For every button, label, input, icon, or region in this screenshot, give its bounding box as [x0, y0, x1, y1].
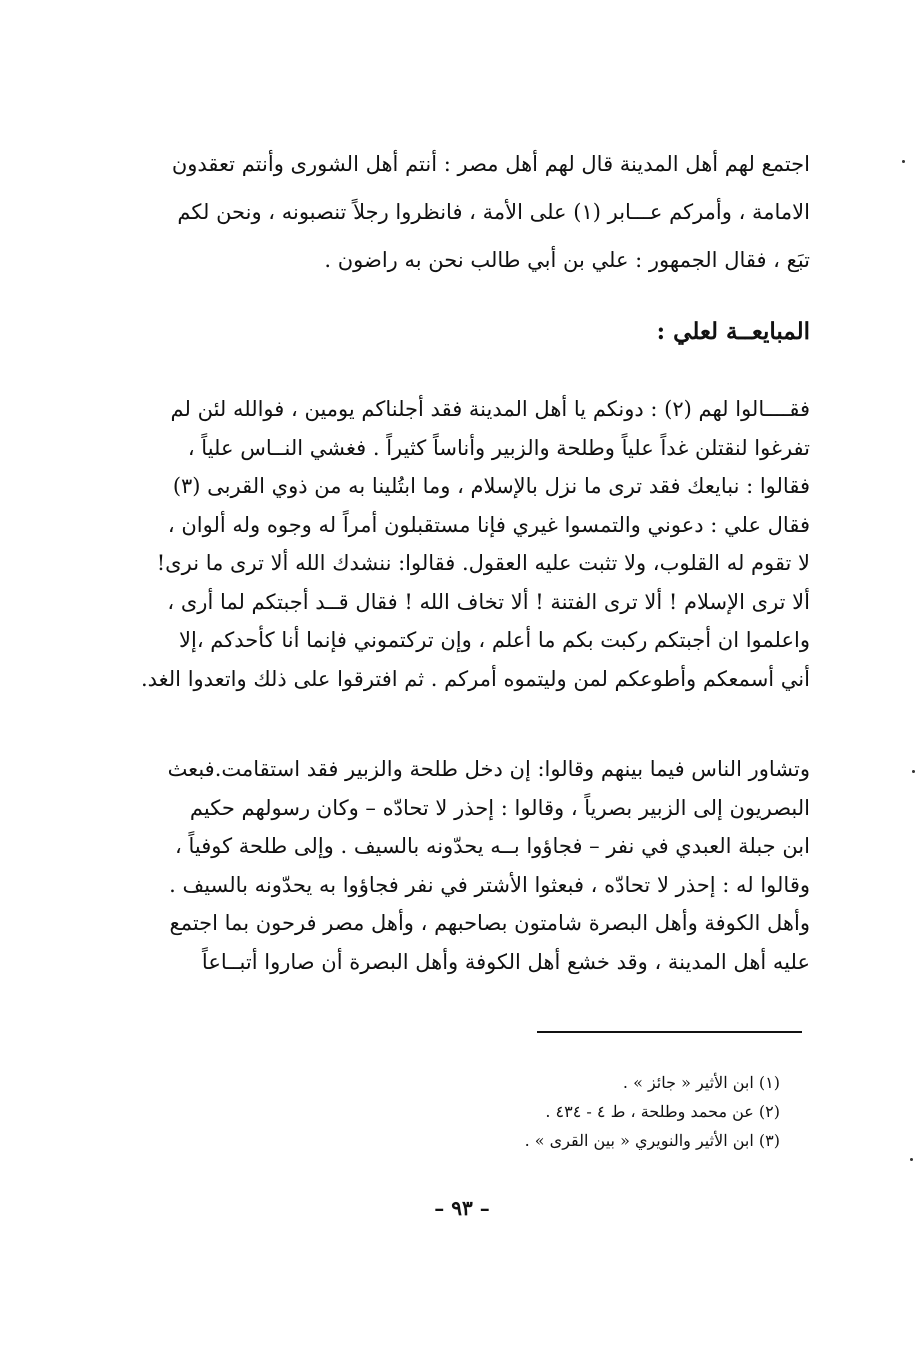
footnote-divider: [537, 1031, 802, 1033]
scan-speck: [910, 1158, 913, 1161]
text-line: اجتمع لهم أهل المدينة قال لهم أهل مصر : أنتم أهل الشورى وأنتم تعقدون: [171, 152, 810, 176]
text-line: فقــــالوا لهم (٢) : دونكم يا أهل المدينة فقد أجلناكم يومين ، فوالله لئن لم: [170, 397, 810, 421]
text-line: وقالوا له : إحذر لا تحادّه ، فبعثوا الأشتر في نفر فجاؤوا به يحدّونه بالسيف .: [169, 872, 810, 897]
footnotes: [420, 1068, 780, 1155]
section-heading: المبايعــة لعلي :: [656, 318, 810, 345]
text-line: واعلموا ان أجبتكم ركبت بكم ما أعلم ، وإن تركتموني فإنما أنا كأحدكم ،إلا: [179, 628, 810, 652]
text-line: ألا ترى الإسلام ! ألا ترى الفتنة ! ألا تخاف الله ! فقال قــد أجبتكم لما أرى ،: [167, 589, 810, 614]
text-line: فقالوا : نبايعك فقد ترى ما نزل بالإسلام ، وما ابتُلينا به من ذوي القربى (٣): [172, 474, 810, 498]
text-line: عليه أهل المدينة ، وقد خشع أهل الكوفة وأهل البصرة أن صاروا أتبــاعاً: [201, 949, 810, 974]
footnote: (٢) عن محمد وطلحة ، ط ٤ - ٤٣٤ .: [545, 1102, 780, 1121]
body-paragraph-1: [128, 390, 810, 698]
footnote: (١) ابن الأثير « جائز » .: [622, 1073, 780, 1092]
text-line: تفرغوا لنقتلن غداً علياً وطلحة والزبير وأناساً كثيراً . فغشي النــاس علياً ،: [187, 435, 810, 460]
text-line: ابن جبلة العبدي في نفر – فجاؤوا بــه يحدّونه بالسيف . وإلى طلحة كوفياً ،: [175, 834, 810, 859]
text-line: تبَع ، فقال الجمهور : علي بن أبي طالب نحن به راضون .: [324, 248, 810, 272]
text-line: لا تقوم له القلوب، ولا تثبت عليه العقول. فقالوا: ننشدك الله ألا ترى ما نرى!: [156, 551, 810, 575]
text-line: وتشاور الناس فيما بينهم وقالوا: إن دخل طلحة والزبير فقد استقامت.فبعث: [167, 757, 810, 781]
text-line: البصريون إلى الزبير بصرياً ، وقالوا : إحذر لا تحادّه – وكان رسولهم حكيم: [189, 795, 810, 820]
footnote: (٣) ابن الأثير والنويري « بين القرى » .: [524, 1131, 780, 1150]
scan-speck: [912, 770, 915, 773]
text-line: وأهل الكوفة وأهل البصرة شامتون بصاحبهم ، وأهل مصر فرحون بما اجتمع: [169, 911, 810, 936]
page-number: – ٩٣ –: [434, 1196, 490, 1220]
text-line: فقال علي : دعوني والتمسوا غيري فإنا مستقبلون أمراً له وجوه وله ألوان ،: [167, 512, 810, 537]
scan-speck: [902, 160, 905, 163]
text-line: الامامة ، وأمركم عـــابر (١) على الأمة ، فانظروا رجلاً تنصبونه ، ونحن لكم: [177, 200, 810, 224]
text-line: أني أسمعكم وأطوعكم لمن وليتموه أمركم . ثم افترقوا على ذلك واتعدوا الغد.: [140, 666, 810, 691]
intro-paragraph: [128, 140, 810, 284]
body-paragraph-2: [128, 750, 810, 982]
